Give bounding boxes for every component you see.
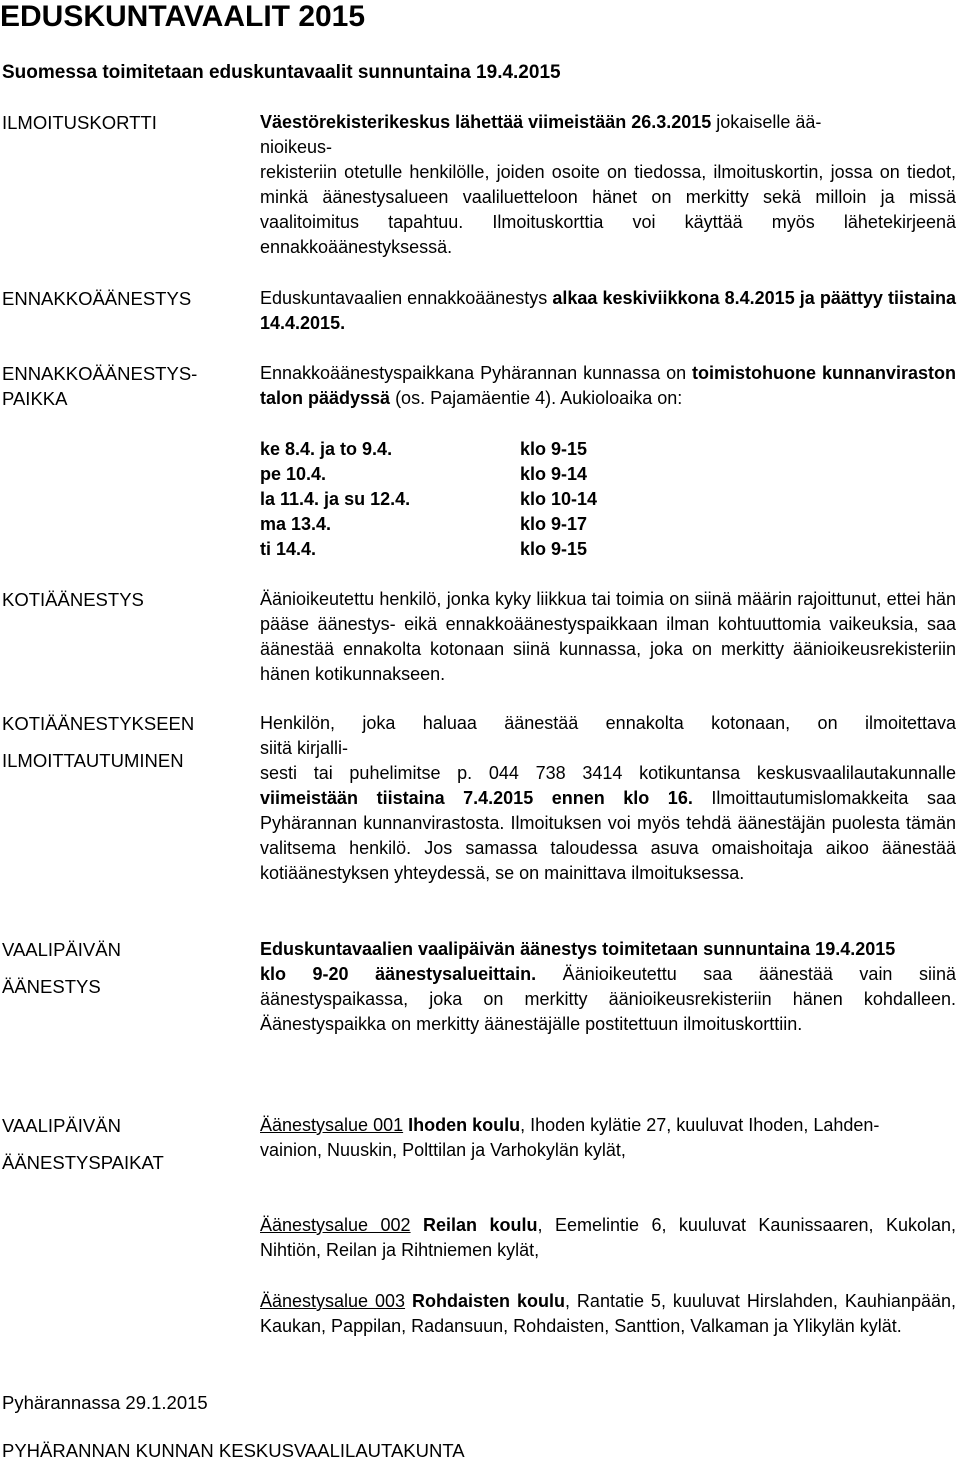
schedule-day: ma 13.4. [260, 514, 332, 534]
ennakkopaikka-text2: (os. Pajamäentie 4). Aukioloaika on: [390, 388, 683, 408]
label-vaalipaiva-2: ÄÄNESTYS [2, 976, 101, 997]
section-ennakkoaanestys [260, 286, 956, 336]
section-ennakkopaikka [260, 361, 956, 411]
schedule-day: pe 10.4. [260, 464, 327, 484]
area-002 [260, 1213, 956, 1263]
schedule-row [260, 437, 597, 462]
section-ilmoituskortti [260, 110, 956, 260]
ennakko-dates: alkaa keskiviikkona 8.4.2015 ja päättyy tiistaina 14.4.2015. [260, 288, 956, 333]
area-003-id: Äänestysalue 003 [260, 1291, 406, 1311]
schedule-row [260, 487, 597, 512]
label-kotiaanestys: KOTIÄÄNESTYS [2, 589, 144, 610]
label-paikat-1: VAALIPÄIVÄN [2, 1115, 121, 1136]
section-kotiaanestys: Äänioikeutettu henkilö, jonka kyky liikkua tai toimia on siinä määrin rajoittunut, ettei hän pääse äänestys- eikä ennakkoäänestyspaikkaan ilman kohtuuttomia vaikeuksia, saa äänestää ennakolta kotonaan siinä kunnassa, joka on merkitty äänioikeusrekisteriin hänen kotikunnakseen. [260, 589, 956, 684]
ilmoittautuminen-text1: sesti tai puhelimitse p. 044 738 3414 kotikuntansa keskusvaalilautakunnalle [260, 763, 956, 783]
schedule-day: la 11.4. ja su 12.4. [260, 489, 411, 509]
vaalipaiva-time: klo 9-20 äänestysalueittain. [260, 964, 537, 984]
schedule-time: klo 9-15 [520, 439, 588, 459]
ilmoituskortti-line1: jokaiselle ää- [711, 112, 822, 132]
label-paikat [2, 1113, 164, 1175]
label-ennakkopaikka-1: ENNAKKOÄÄNESTYS- [2, 363, 198, 384]
area-001-id: Äänestysalue 001 [260, 1115, 404, 1135]
schedule-table [260, 437, 597, 562]
label-ennakkopaikka-2: PAIKKA [2, 388, 68, 409]
ilmoittautuminen-text2: Ilmoittautumislomakkeita saa Pyhärannan kunnanvirastosta. Ilmoituksen voi myös tehdä äänestäjän puolesta tämän valitsema henkilö. Jos samassa taloudessa asuva omaishoitaja aikoo äänestää kotiäänestyksen yhteydessä, se on mainittava ilmoituksessa. [260, 788, 956, 883]
ilmoituskortti-line2: nioikeus- [260, 137, 333, 157]
ennakkopaikka-location: toimistohuone kunnanviraston talon päädyssä [260, 363, 956, 408]
place-date: Pyhärannassa 29.1.2015 [2, 1392, 208, 1413]
label-ilmoituskortti: ILMOITUSKORTTI [2, 112, 157, 133]
schedule-day: ke 8.4. ja to 9.4. [260, 439, 393, 459]
ennakkopaikka-text1: Ennakkoäänestyspaikkana Pyhärannan kunnassa on [260, 363, 693, 383]
area-001-text2: vainion, Nuuskin, Polttilan ja Varhokylän kylät, [260, 1140, 626, 1160]
area-003-place: Rohdaisten koulu [412, 1291, 565, 1311]
section-ilmoittautuminen [260, 711, 956, 886]
area-001-place: Ihoden koulu [408, 1115, 521, 1135]
ilmoittautuminen-deadline: viimeistään tiistaina 7.4.2015 ennen klo 16. [260, 788, 693, 808]
ilmoittautuminen-line1: Henkilön, joka haluaa äänestää ennakolta kotonaan, on ilmoitettava [260, 713, 956, 733]
area-003-text: , Rantatie 5, kuuluvat Hirslahden, Kauhianpään, Kaukan, Pappilan, Radansuun, Rohdaisten, Santtion, Valkaman ja Ylikylän kylät. [260, 1291, 956, 1336]
section-vaalipaiva [260, 937, 956, 1037]
area-002-id: Äänestysalue 002 [260, 1215, 411, 1235]
schedule-day: ti 14.4. [260, 539, 317, 559]
schedule-time: klo 9-15 [520, 539, 588, 559]
label-ilmoittautuminen [2, 711, 194, 773]
ennakko-text: Eduskuntavaalien ennakkoäänestys [260, 288, 553, 308]
page-title: EDUSKUNTAVAALIT 2015 [0, 0, 366, 33]
label-vaalipaiva-1: VAALIPÄIVÄN [2, 939, 121, 960]
vaalipaiva-text: Äänioikeutettu saa äänestää vain siinä äänestyspaikassa, joka on merkitty äänioikeusrekisteriin hänen kohdalleen. Äänestyspaikka on merkitty äänestäjälle postitettuun ilmoituskorttiin. [260, 964, 956, 1034]
schedule-row [260, 537, 597, 562]
area-001-text: , Ihoden kylätie 27, kuuluvat Ihoden, Lahden- [520, 1115, 880, 1135]
label-ennakkopaikka [2, 361, 197, 411]
schedule-time: klo 9-17 [520, 514, 588, 534]
schedule-time: klo 10-14 [520, 489, 598, 509]
area-002-place: Reilan koulu [423, 1215, 538, 1235]
page-subtitle: Suomessa toimitetaan eduskuntavaalit sunnuntaina 19.4.2015 [2, 62, 561, 83]
label-ennakkoaanestys: ENNAKKOÄÄNESTYS [2, 288, 192, 309]
ilmoituskortti-lead: Väestörekisterikeskus lähettää viimeistään 26.3.2015 [260, 112, 712, 132]
schedule-row [260, 512, 597, 537]
area-003 [260, 1289, 956, 1339]
vaalipaiva-heading: Eduskuntavaalien vaalipäivän äänestys toimitetaan sunnuntaina 19.4.2015 [260, 939, 896, 959]
label-ilmoittautuminen-2: ILMOITTAUTUMINEN [2, 750, 184, 771]
label-vaalipaiva [2, 937, 121, 999]
label-paikat-2: ÄÄNESTYSPAIKAT [2, 1152, 164, 1173]
area-001 [260, 1113, 956, 1163]
schedule-row [260, 462, 597, 487]
ilmoittautuminen-line2: siitä kirjalli- [260, 738, 349, 758]
label-ilmoittautuminen-1: KOTIÄÄNESTYKSEEN [2, 713, 195, 734]
ilmoituskortti-text: rekisteriin otetulle henkilölle, joiden osoite on tiedossa, ilmoituskortin, jossa on tiedot, minkä äänestysalueen vaaliluetteloon hänet on merkitty sekä milloin ja missä vaalitoimitus tapahtuu. Ilmoituskorttia voi käyttää myös lähetekirjeenä ennakkoäänestyksessä. [260, 162, 956, 257]
signature: PYHÄRANNAN KUNNAN KESKUSVAALILAUTAKUNTA [2, 1440, 465, 1461]
area-002-text: , Eemelintie 6, kuuluvat Kaunissaaren, Kukolan, Nihtiön, Reilan ja Rihtniemen kylät, [260, 1215, 956, 1260]
schedule-time: klo 9-14 [520, 464, 588, 484]
